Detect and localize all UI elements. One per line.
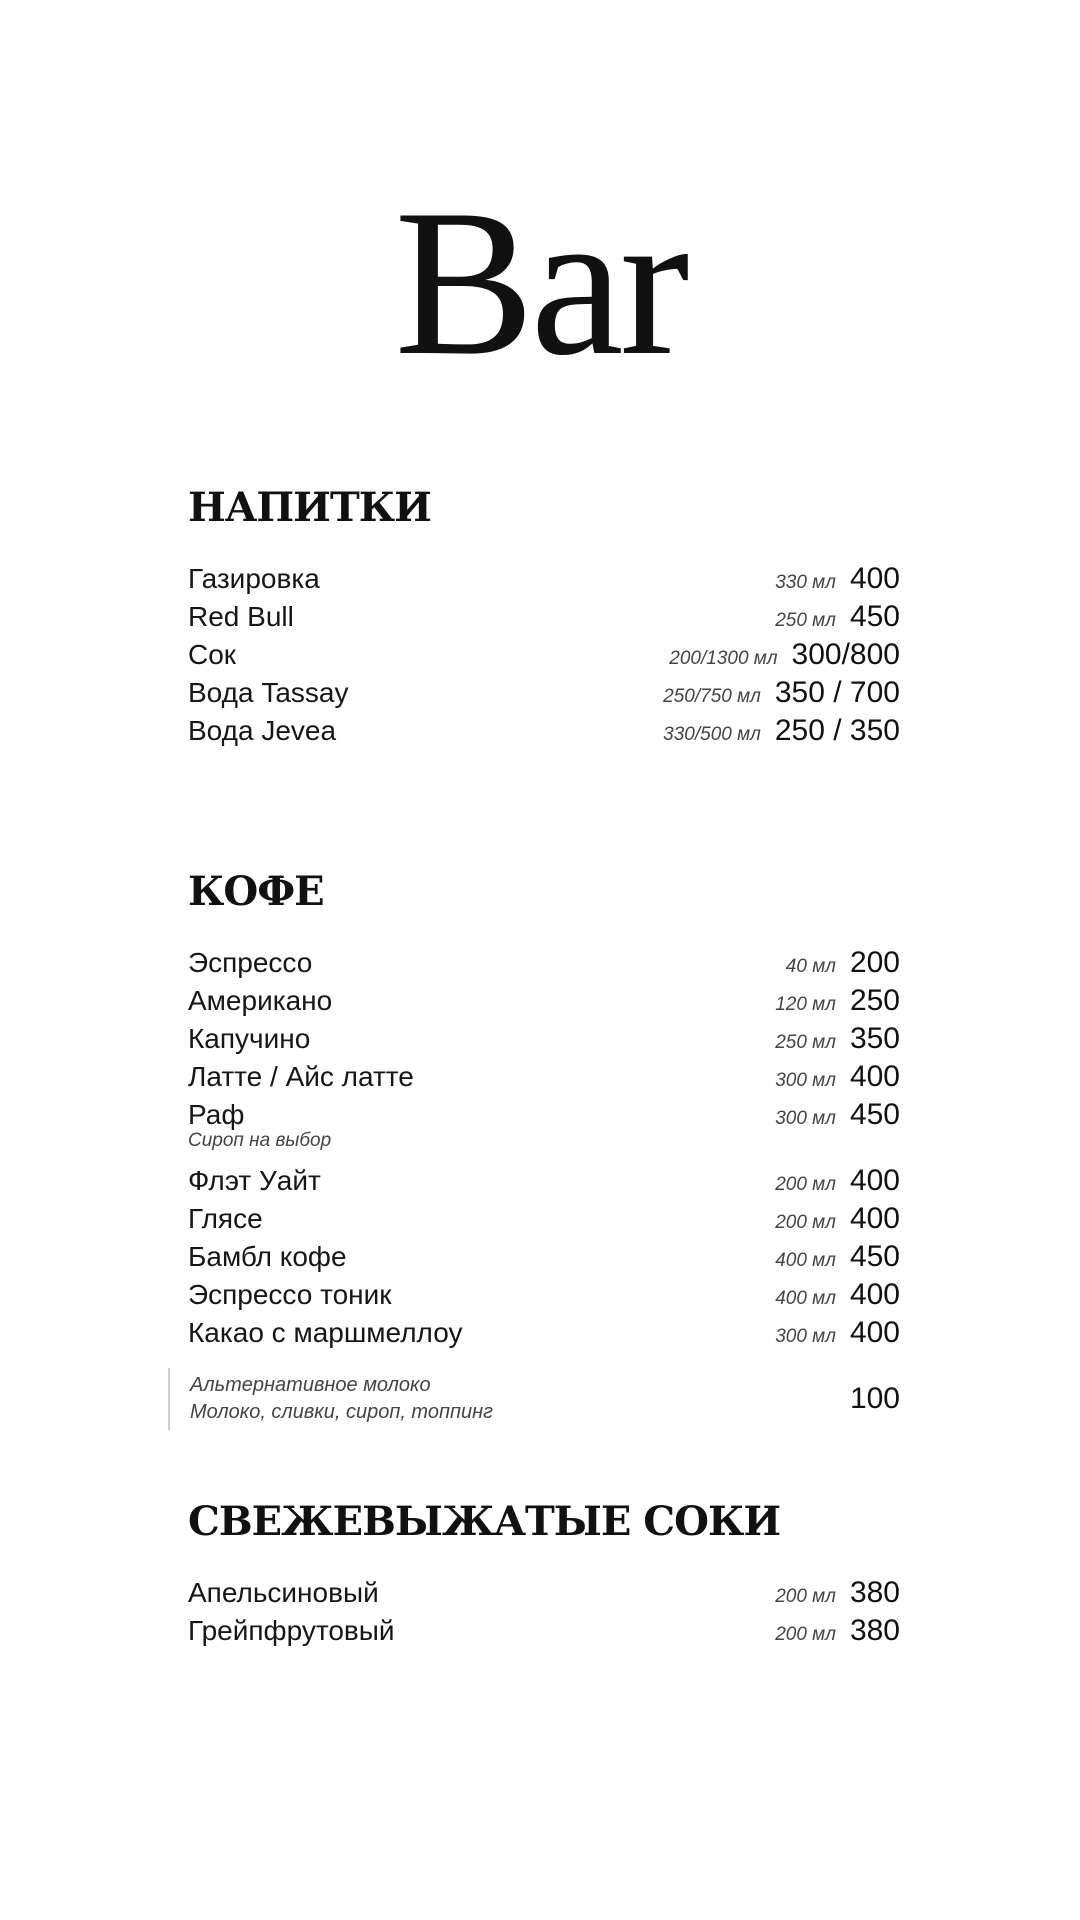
item-name: Американо <box>188 985 333 1016</box>
item-name: Вода Jevea <box>188 715 337 746</box>
item-note: Сироп на выбор <box>188 1130 332 1151</box>
item-price: 450 <box>849 600 900 633</box>
item-volume: 300 мл <box>775 1108 836 1129</box>
item-price: 400 <box>849 1164 900 1197</box>
item-price: 380 <box>849 1576 900 1609</box>
item-price: 400 <box>849 1202 900 1235</box>
item-price: 350 / 700 <box>774 676 900 709</box>
item-volume: 300 мл <box>775 1326 836 1347</box>
item-name: Какао с маршмеллоу <box>188 1317 463 1348</box>
menu-item <box>188 946 900 984</box>
item-volume: 200 мл <box>775 1586 836 1607</box>
item-name: Капучино <box>188 1023 311 1054</box>
item-price: 450 <box>849 1098 900 1131</box>
menu-item <box>188 1614 900 1652</box>
menu-item <box>188 1202 900 1240</box>
item-name: Газировка <box>188 563 320 594</box>
item-price: 450 <box>849 1240 900 1273</box>
extras-price: 100 <box>849 1382 900 1415</box>
item-name: Латте / Айс латте <box>188 1061 414 1092</box>
menu-item <box>188 1278 900 1316</box>
item-price: 350 <box>849 1022 900 1055</box>
extras-line-addons: Молоко, сливки, сироп, топпинг <box>190 1401 493 1423</box>
item-price: 400 <box>849 1316 900 1349</box>
menu-item <box>188 1022 900 1060</box>
menu-item <box>188 1576 900 1614</box>
item-volume: 330/500 мл <box>663 724 761 745</box>
item-volume: 250/750 мл <box>663 686 761 707</box>
item-price: 400 <box>849 1060 900 1093</box>
item-volume: 200 мл <box>775 1624 836 1645</box>
section-heading-fresh-juices: СВЕЖЕВЫЖАТЫЕ СОКИ <box>188 1498 781 1545</box>
item-name: Эспрессо <box>188 947 313 978</box>
item-volume: 200 мл <box>775 1212 836 1233</box>
section-coffee <box>188 868 900 1354</box>
item-price: 250 <box>849 984 900 1017</box>
extras-line-milk: Альтернативное молоко <box>190 1374 431 1396</box>
item-name: Red Bull <box>188 601 294 632</box>
menu-item <box>188 984 900 1022</box>
section-fresh-juices <box>188 1498 900 1652</box>
item-name: Апельсиновый <box>188 1577 379 1608</box>
item-name: Глясе <box>188 1203 263 1234</box>
item-price: 200 <box>849 946 900 979</box>
item-volume: 400 мл <box>775 1288 836 1309</box>
menu-item <box>188 1240 900 1278</box>
item-name: Сок <box>188 639 237 670</box>
item-price: 300/800 <box>791 638 900 671</box>
menu-item <box>188 1164 900 1202</box>
item-name: Эспрессо тоник <box>188 1279 392 1310</box>
menu-item <box>188 1098 900 1164</box>
menu-item <box>188 562 900 600</box>
menu-item <box>188 638 900 676</box>
item-volume: 200/1300 мл <box>669 648 778 669</box>
item-price: 380 <box>849 1614 900 1647</box>
item-price: 400 <box>849 1278 900 1311</box>
item-volume: 40 мл <box>785 956 836 977</box>
menu-item <box>188 600 900 638</box>
item-price: 250 / 350 <box>774 714 900 747</box>
item-volume: 250 мл <box>775 1032 836 1053</box>
coffee-extras <box>168 1368 900 1430</box>
section-drinks <box>188 484 900 752</box>
item-price: 400 <box>849 562 900 595</box>
item-name: Раф <box>188 1099 245 1130</box>
menu-item <box>188 714 900 752</box>
item-name: Грейпфрутовый <box>188 1615 395 1646</box>
item-name: Флэт Уайт <box>188 1165 321 1196</box>
item-volume: 300 мл <box>775 1070 836 1091</box>
section-heading-coffee: КОФЕ <box>188 868 324 915</box>
item-name: Бамбл кофе <box>188 1241 347 1272</box>
menu-title: Bar <box>394 167 686 399</box>
section-heading-drinks: НАПИТКИ <box>188 484 431 531</box>
item-name: Вода Tassay <box>188 677 349 708</box>
menu-item <box>188 676 900 714</box>
item-volume: 250 мл <box>775 610 836 631</box>
item-volume: 330 мл <box>775 572 836 593</box>
menu-item <box>188 1316 900 1354</box>
item-volume: 400 мл <box>775 1250 836 1271</box>
item-volume: 120 мл <box>775 994 836 1015</box>
menu-item <box>188 1060 900 1098</box>
item-volume: 200 мл <box>775 1174 836 1195</box>
